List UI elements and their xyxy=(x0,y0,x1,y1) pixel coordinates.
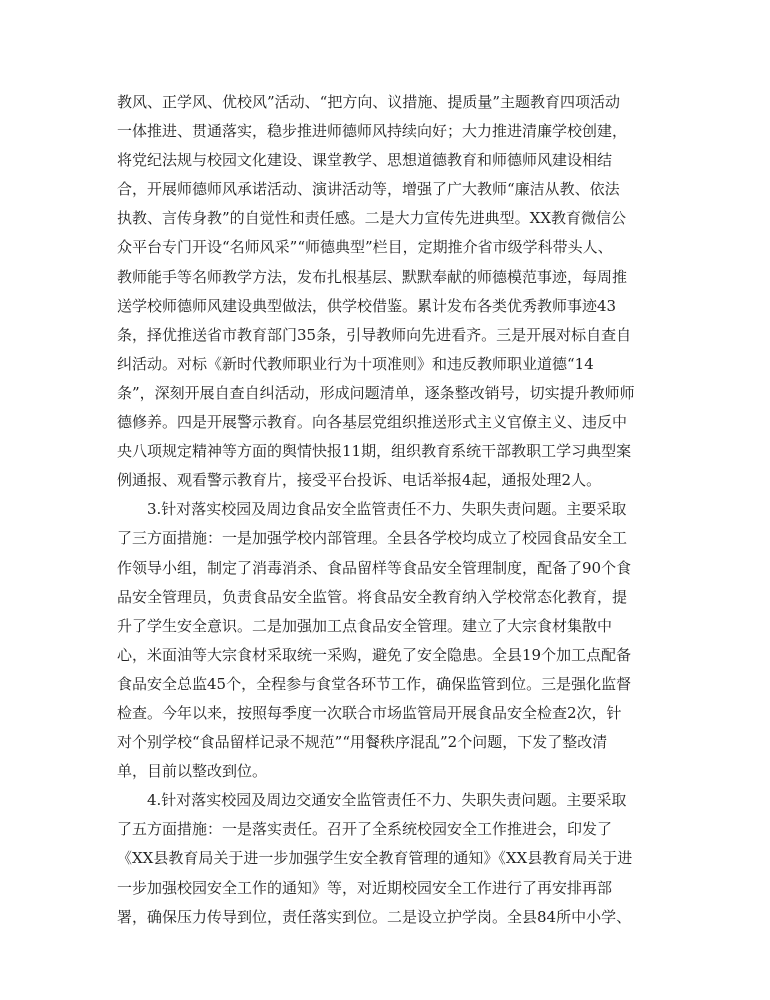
text-line: 央八项规定精神等方面的舆情快报11期，组织教育系统干部教职工学习典型案 xyxy=(117,442,632,461)
text-line: 食品安全总监45个，全程参与食堂各环节工作，确保监管到位。三是强化监督 xyxy=(117,674,632,693)
text-line: 执教、言传身教”的自觉性和责任感。二是大力宣传先进典型。XX教育微信公 xyxy=(117,209,627,228)
text-line: 《XX县教育局关于进一步加强学生安全教育管理的通知》《XX县教育局关于进 xyxy=(117,849,633,868)
paragraph-start-line: 4.针对落实校园及周边交通安全监管责任不力、失职失责问题。主要采取 xyxy=(147,791,627,810)
text-line: 检查。今年以来，按照每季度一次联合市场监管局开展食品安全检查2次，针 xyxy=(117,703,622,722)
text-line: 作领导小组，制定了消毒消杀、食品留样等食品安全管理制度，配备了90个食 xyxy=(117,558,632,577)
text-line: 将党纪法规与校园文化建设、课堂教学、思想道德教育和师德师风建设相结 xyxy=(117,151,613,170)
text-line: 对个别学校“食品留样记录不规范”“用餐秩序混乱”2个问题，下发了整改清 xyxy=(117,733,608,752)
text-line: 品安全管理员，负责食品安全监管。将食品安全教育纳入学校常态化教育，提 xyxy=(117,587,628,606)
text-line: 单，目前以整改到位。 xyxy=(117,762,268,781)
text-line: 条，择优推送省市教育部门35条，引导教师向先进看齐。三是开展对标自查自 xyxy=(117,325,632,344)
text-line: 署，确保压力传导到位，责任落实到位。二是设立护学岗。全县84所中小学、 xyxy=(117,907,632,926)
text-line: 升了学生安全意识。二是加强加工点食品安全管理。建立了大宗食材集散中 xyxy=(117,616,613,635)
text-line: 一步加强校园安全工作的通知》等，对近期校园安全工作进行了再安排再部 xyxy=(117,878,613,897)
text-line: 心，米面油等大宗食材采取统一采购，避免了安全隐患。全县19个加工点配备 xyxy=(117,645,632,664)
text-line: 了五方面措施：一是落实责任。召开了全系统校园安全工作推进会，印发了 xyxy=(117,820,613,839)
text-line: 纠活动。对标《新时代教师职业行为十项准则》和违反教师职业道德“14 xyxy=(117,354,594,373)
text-line: 例通报、观看警示教育片，接受平台投诉、电话举报4起，通报处理2人。 xyxy=(117,471,602,490)
paragraph-start-line: 3.针对落实校园及周边食品安全监管责任不力、失职失责问题。主要采取 xyxy=(147,500,627,519)
body-text xyxy=(117,88,657,932)
text-line: 教师能手等名师教学方法，发布扎根基层、默默奉献的师德模范事迹，每周推 xyxy=(117,267,628,286)
text-line: 条”，深刻开展自查自纠活动，形成问题清单，逐条整改销号，切实提升教师师 xyxy=(117,383,635,402)
text-line: 了三方面措施：一是加强学校内部管理。全县各学校均成立了校园食品安全工 xyxy=(117,529,628,548)
text-line: 一体推进、贯通落实，稳步推进师德师风持续向好；大力推进清廉学校创建， xyxy=(117,122,628,141)
text-line: 众平台专门开设“名师风采”“师德典型”栏目，定期推介省市级学科带头人、 xyxy=(117,238,613,257)
text-line: 德修养。四是开展警示教育。向各基层党组织推送形式主义官僚主义、违反中 xyxy=(117,413,628,432)
text-line: 送学校师德师风建设典型做法，供学校借鉴。累计发布各类优秀教师事迹43 xyxy=(117,296,617,315)
text-line: 教风、正学风、优校风”活动、“把方向、议措施、提质量”主题教育四项活动 xyxy=(117,93,621,111)
text-line: 合，开展师德师风承诺活动、演讲活动等，增强了广大教师“廉洁从教、依法 xyxy=(117,180,620,199)
